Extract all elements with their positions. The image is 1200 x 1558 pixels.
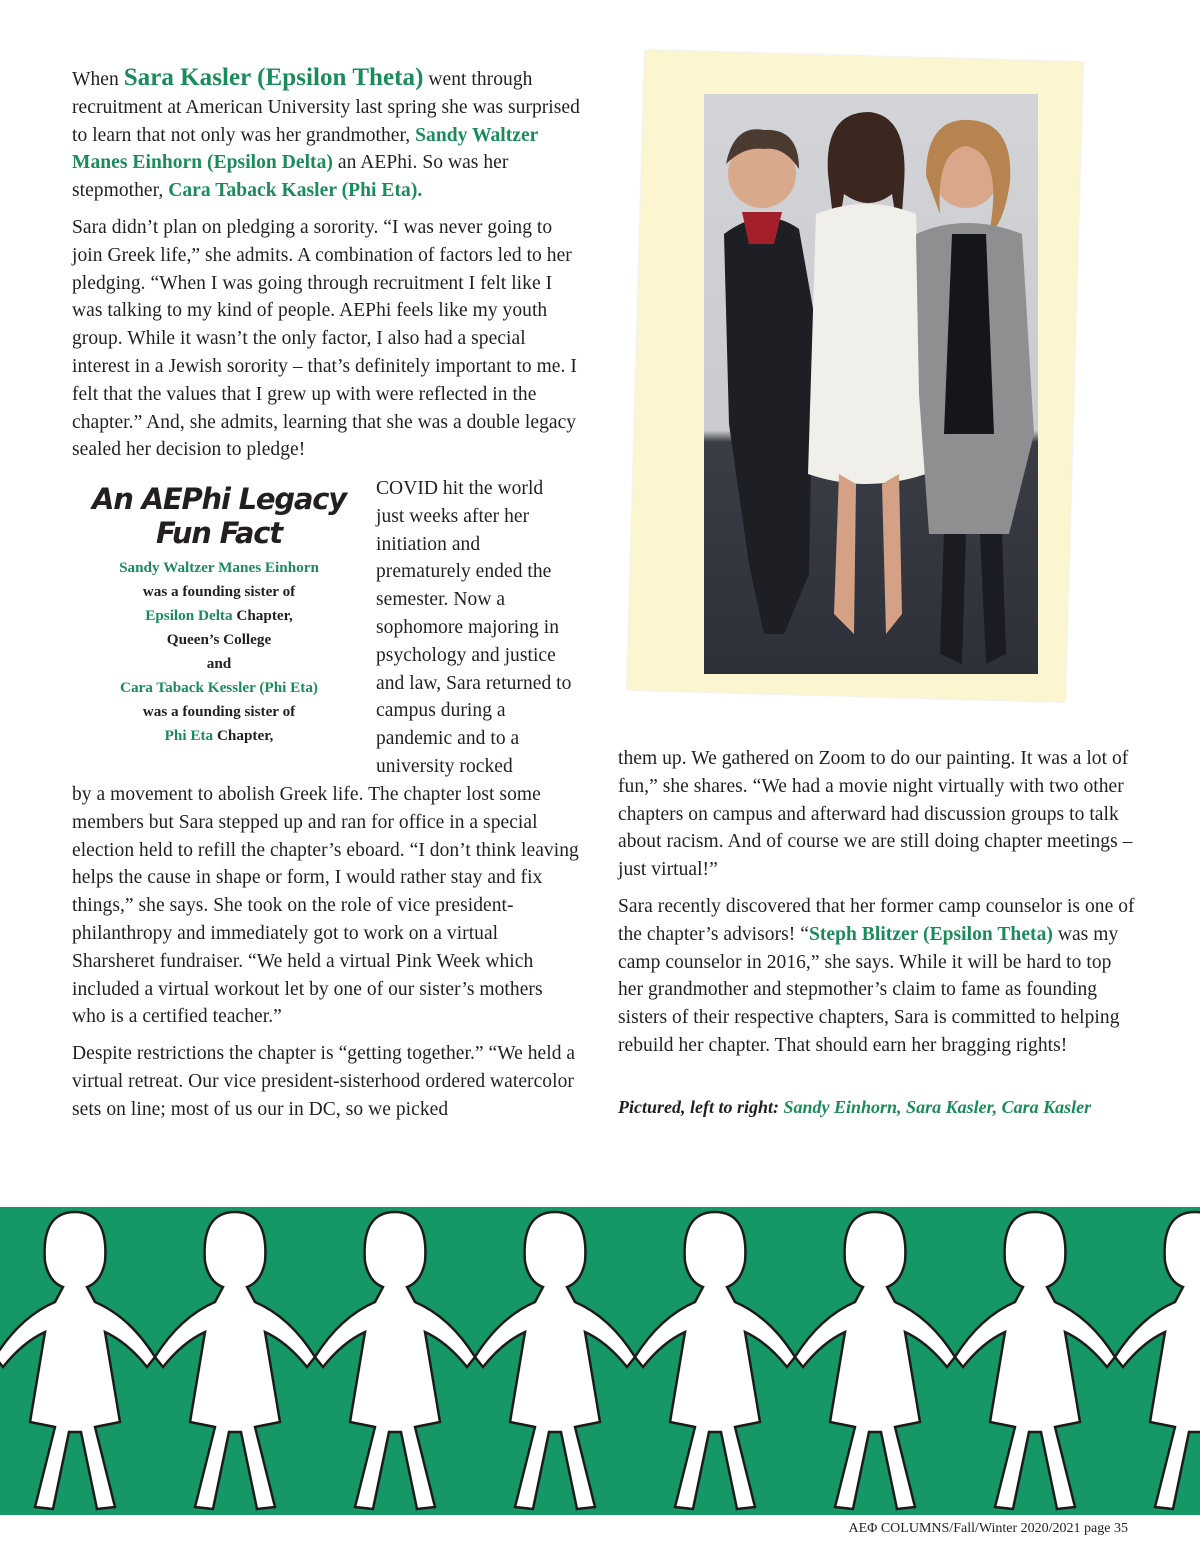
intro-text: When — [72, 69, 124, 90]
fun-fact-line: Queen’s College — [166, 631, 272, 648]
intro-text: an AEPhi. So was her stepmother, — [72, 152, 509, 202]
fun-fact-title-line: An AEPhi Legacy — [92, 482, 346, 516]
name-sara-kasler: Sara Kasler (Epsilon Theta) — [123, 64, 424, 91]
body-paragraph — [618, 893, 1138, 1060]
body-text: Sara recently discovered that her former camp counselor is one of the chapter’s advisors! “ — [618, 895, 1135, 945]
article-column-left — [72, 64, 580, 473]
fun-fact-chapter-word: Chapter, — [232, 607, 293, 624]
fun-fact-title-line: Fun Fact — [156, 516, 282, 550]
photo-caption — [618, 1094, 1158, 1120]
fun-fact-box — [84, 482, 354, 748]
body-paragraph: COVID hit the world just weeks after her initiation and prematurely ended the semester. Now a sophomore majoring in psychology and justice and law, Sara returned to campus during a pandemic and to a university rocked — [376, 478, 572, 777]
page-footer: ΑΕΦ COLUMNS/Fall/Winter 2020/2021 page 35 — [848, 1521, 1128, 1536]
body-paragraph: by a movement to abolish Greek life. The chapter lost some members but Sara stepped up and ran for office in a special election held to refill the chapter’s eboard. “I don’t think leaving helps the cause in shape or form, I would rather stay and fix things,” she says. She took on the role of vice president-philanthropy and immediately got to work on a virtual Sharsheret fundraiser. “We held a virtual Pink Week which included a virtual workout let by one of our sister’s mothers who is a certified teacher.” — [72, 784, 579, 1028]
fun-fact-chapter: Epsilon Delta — [145, 607, 233, 624]
fun-fact-name: Sandy Waltzer Manes Einhorn — [119, 559, 319, 576]
body-paragraph: Sara didn’t plan on pledging a sorority. “I was never going to join Greek life,” she admits. A combination of factors led to her pledging. “When I was going through recruitment I felt like I was talking to my kind of people. AEPhi feels like my youth group. While it wasn’t the only factor, I also had a special interest in a Jewish sorority – that’s definitely important to me. I felt that the values that I grew up with were reflected in the chapter.” And, she admits, learning that she was a double legacy sealed her decision to pledge! — [72, 216, 577, 461]
name-cara-kasler: Cara Taback Kasler (Phi Eta). — [168, 180, 423, 202]
paper-doll-chain — [0, 1207, 1200, 1515]
paper-doll-band — [0, 1207, 1200, 1515]
article-column-left-lower — [72, 781, 580, 1133]
group-photo-illustration — [704, 94, 1038, 674]
intro-text: went through recruitment at American University last spring she was surprised to learn that not only was her grandmother, — [72, 69, 580, 146]
group-photo — [704, 94, 1038, 674]
fun-fact-title — [84, 482, 354, 550]
caption-names: Sandy Einhorn, Sara Kasler, Cara Kasler — [783, 1097, 1092, 1117]
fun-fact-line — [84, 724, 354, 748]
fun-fact-line — [84, 604, 354, 628]
fun-fact-chapter-word: Chapter, — [213, 727, 274, 744]
fun-fact-body — [84, 556, 354, 748]
article-column-narrow — [376, 475, 576, 790]
name-steph-blitzer: Steph Blitzer (Epsilon Theta) — [808, 923, 1053, 945]
fun-fact-line: and — [206, 655, 232, 672]
caption-label: Pictured, left to right: — [618, 1097, 784, 1117]
body-paragraph: Despite restrictions the chapter is “getting together.” “We held a virtual retreat. Our vice president-sisterhood ordered watercolor sets on line; most of us our in DC, so we picked — [72, 1043, 576, 1120]
name-sandy-einhorn: Sandy Waltzer Manes Einhorn (Epsilon Delta) — [72, 124, 539, 174]
fun-fact-line: was a founding sister of — [142, 703, 296, 720]
article-column-right — [618, 745, 1138, 1069]
intro-paragraph — [72, 64, 580, 205]
fun-fact-chapter: Phi Eta — [164, 727, 214, 744]
fun-fact-name: Cara Taback Kessler (Phi Eta) — [119, 679, 318, 696]
fun-fact-line: was a founding sister of — [142, 583, 296, 600]
body-text: was my camp counselor in 2016,” she says. While it will be hard to top her grandmother and stepmother’s claim to fame as founding sisters of their respective chapters, Sara is committed to helping rebuild her chapter. That should earn her bragging rights! — [618, 923, 1120, 1056]
body-paragraph: them up. We gathered on Zoom to do our painting. It was a lot of fun,” she shares. “We had a movie night virtually with two other chapters on campus and afterward had discussion groups to talk about racism. And of course we are still doing chapter meetings – just virtual!” — [618, 748, 1133, 881]
